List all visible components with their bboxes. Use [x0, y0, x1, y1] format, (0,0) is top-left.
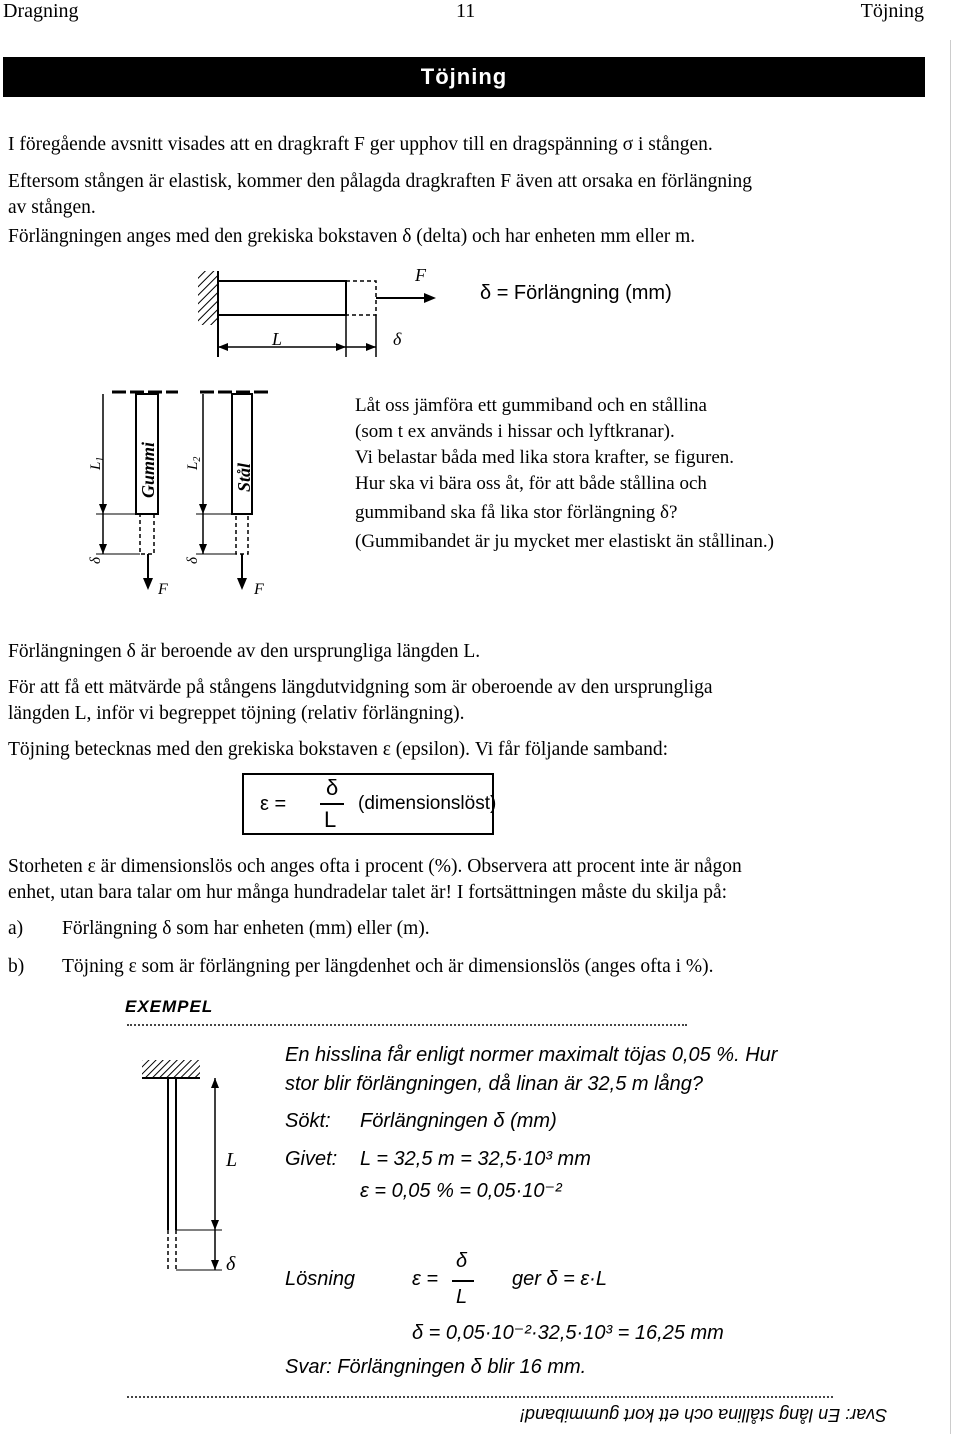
item-b-text: Töjning ε som är förlängning per längdenhet och är dimensionslös (anges ofta i %).	[62, 956, 714, 977]
intro-line-4: Förlängningen anges med den grekiska bokstaven δ (delta) och har enheten mm eller m.	[8, 226, 696, 247]
steel-wire	[232, 394, 252, 514]
delta-label: δ	[393, 329, 402, 349]
page-number: 11	[456, 0, 476, 22]
wall-hatch	[198, 271, 218, 325]
fraction-bar	[320, 803, 344, 805]
body-p2b: längden L, inför vi begreppet töjning (relativ förlängning).	[8, 703, 465, 724]
hoist-wire-figure	[120, 1060, 260, 1320]
solution-denominator: L	[456, 1286, 468, 1308]
formula-numerator: δ	[326, 775, 339, 800]
formula-note: (dimensionslöst)	[358, 793, 497, 814]
wire-delta-label: δ	[226, 1253, 236, 1275]
compare-line-4: Hur ska vi bära oss åt, för att både stållina och	[355, 473, 707, 494]
strain-formula-box	[242, 773, 497, 835]
given-line-2: ε = 0,05 % = 0,05·10⁻²	[360, 1180, 562, 1202]
formula-denominator: L	[324, 807, 337, 832]
steel-force-label: F	[254, 581, 264, 598]
rubber-force-arrow	[143, 578, 153, 590]
header-section: Dragning	[3, 0, 79, 22]
page-edge	[950, 40, 951, 1434]
steel-delta-label: δ	[185, 557, 201, 564]
question-line-1: En hisslina får enligt normer maximalt töjas 0,05 %. Hur	[285, 1044, 778, 1066]
given-label: Givet:	[285, 1148, 338, 1170]
body-p4a: Storheten ε är dimensionslös och anges ofta i procent (%). Observera att procent inte är någon	[8, 856, 742, 877]
body-p1: Förlängningen δ är beroende av den ursprungliga längden L.	[8, 641, 481, 662]
elongation-formula: δ = Förlängning (mm)	[480, 282, 672, 304]
solution-numerator: δ	[456, 1250, 468, 1272]
length-label: L	[272, 329, 283, 349]
intro-line-3: av stången.	[8, 197, 96, 218]
example-bottom-rule	[127, 1396, 833, 1398]
example-top-rule	[127, 1024, 687, 1026]
sought-label: Sökt:	[285, 1110, 331, 1132]
force-arrow	[424, 293, 436, 303]
compare-line-3: Vi belastar båda med lika stora krafter, se figuren.	[355, 447, 734, 468]
ceiling-hatch	[142, 1060, 200, 1078]
intro-line-1: I föregående avsnitt visades att en dragkraft F ger upphov till en dragspänning σ i stången.	[8, 134, 713, 155]
header-chapter: Töjning	[860, 0, 924, 22]
sought-value: Förlängningen δ (mm)	[360, 1110, 557, 1132]
solution-rhs: ger δ = ε·L	[512, 1268, 607, 1290]
body-p3: Töjning betecknas med den grekiska bokstaven ε (epsilon). Vi får följande samband:	[8, 739, 669, 760]
given-line-1: L = 32,5 m = 32,5·10³ mm	[360, 1148, 591, 1170]
rubber-label: Gummi	[138, 441, 158, 498]
rubber-force-label: F	[158, 581, 168, 598]
l2-label: $L_2$	[185, 456, 203, 470]
formula-lhs: ε =	[260, 793, 287, 815]
question-line-2: stor blir förlängningen, då linan är 32,5 m lång?	[285, 1073, 704, 1095]
solution-lhs: ε =	[412, 1268, 439, 1290]
upside-down-answer: Svar: En lång stållina och ett kort gummiband!	[520, 1405, 888, 1425]
rubber-steel-figure	[0, 380, 340, 600]
example-heading: EXEMPEL	[125, 997, 214, 1016]
item-b-label: b)	[8, 956, 25, 977]
intro-line-2: Eftersom stången är elastisk, kommer den pålagda dragkraften F även att orsaka en förlängning	[8, 171, 752, 192]
compare-line-6: (Gummibandet är ju mycket mer elastiskt än stållinan.)	[355, 531, 774, 552]
compare-line-2: (som t ex används i hissar och lyftkranar).	[355, 421, 675, 442]
calculation-line: δ = 0,05·10⁻²·32,5·10³ = 16,25 mm	[412, 1322, 724, 1344]
item-a-text: Förlängning δ som har enheten (mm) eller (m).	[62, 918, 430, 939]
compare-line-1: Låt oss jämföra ett gummiband och en stållina	[355, 395, 707, 416]
steel-force-arrow	[237, 578, 247, 590]
answer-line: Svar: Förlängningen δ blir 16 mm.	[285, 1356, 587, 1378]
rubber-delta-label: δ	[88, 557, 104, 564]
item-a-label: a)	[8, 918, 24, 939]
l1-label: $L_1$	[88, 456, 106, 470]
rod-elongation-figure	[0, 255, 960, 365]
page-title: Töjning	[3, 57, 925, 97]
rod	[218, 281, 346, 315]
wire-length-label: L	[226, 1149, 238, 1171]
rod-extension	[346, 281, 376, 315]
body-p2a: För att få ett mätvärde på stångens längdutvidgning som är oberoende av den ursprungliga	[8, 677, 713, 698]
compare-line-5: gummiband ska få lika stor förlängning δ?	[355, 502, 678, 523]
steel-label: Stål	[234, 462, 254, 492]
body-p4b: enhet, utan bara talar om hur många hundradelar talet är! I fortsättningen måste du skilja på:	[8, 882, 728, 903]
solution-label: Lösning	[285, 1268, 356, 1290]
solution-fraction-bar	[452, 1280, 474, 1282]
force-label: F	[415, 265, 426, 285]
